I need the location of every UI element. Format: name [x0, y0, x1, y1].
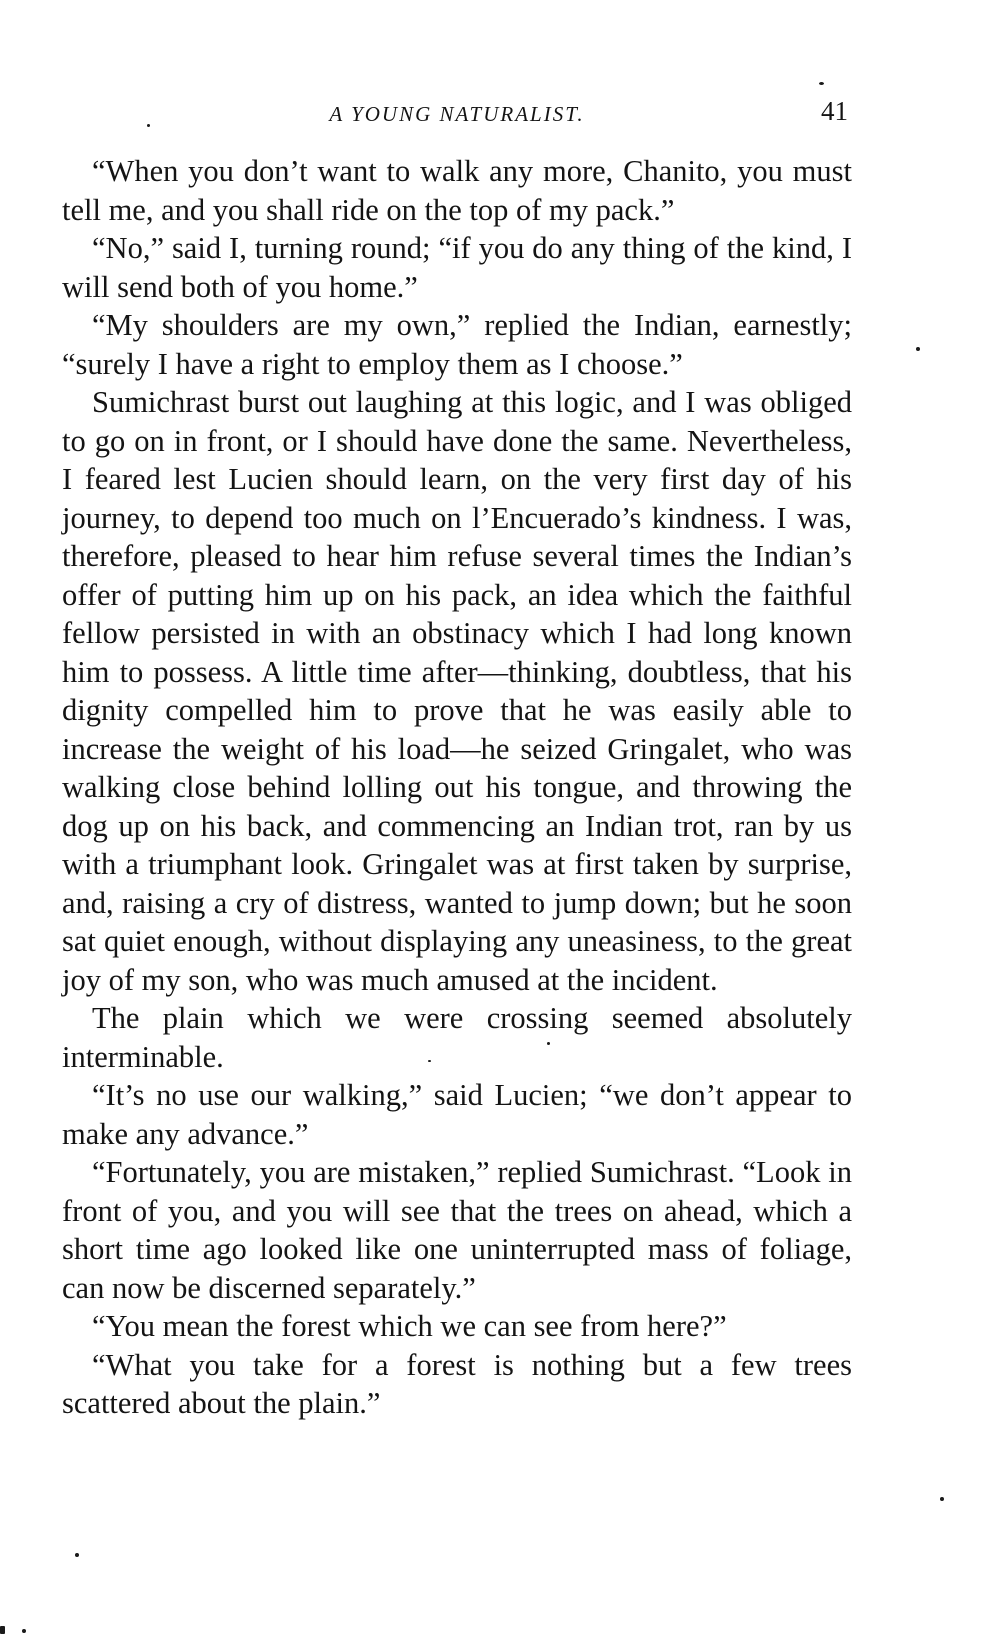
scan-speck [940, 1497, 944, 1501]
paragraph-3: “My shoulders are my own,” replied the Indian, earnestly; “surely I have a right to employ them as I choose.” [62, 308, 852, 381]
body-text [62, 152, 852, 1423]
paragraph-2: “No,” said I, turning round; “if you do any thing of the kind, I will send both of you home.” [62, 231, 852, 304]
page-header [62, 96, 852, 136]
paragraph-9: “What you take for a forest is nothing but a few trees scattered about the plain.” [62, 1347, 852, 1420]
paragraph-4: Sumichrast burst out laughing at this logic, and I was obliged to go on in front, or I should have done the same. Nevertheless, I feared lest Lucien should learn, on the very first day of his journey, to depend too much on l’Encuerado’s kindness. I was, therefore, pleased to hear him refuse several times the Indian’s offer of putting him up on his pack, an idea which the faithful fellow persisted in with an obstinacy which I had long known him to possess. A little time after—thinking, doubtless, that his dignity compelled him to prove that he was easily able to increase the weight of his load—he seized Gringalet, who was walking close behind lolling out his tongue, and throwing the dog up on his back, and commencing an Indian trot, ran by us with a triumphant look. Gringalet was at first taken by surprise, and, raising a cry of distress, wanted to jump down; but he soon sat quiet enough, without displaying any uneasiness, to the great joy of my son, who was much amused at the incident. [62, 385, 852, 997]
page-number: 41 [821, 96, 848, 126]
paragraph-8: “You mean the forest which we can see from here?” [92, 1309, 727, 1343]
scan-speck [819, 82, 824, 85]
scan-speck [916, 347, 920, 351]
scan-speck [0, 1626, 5, 1634]
paragraph-1: “When you don’t want to walk any more, Chanito, you must tell me, and you shall ride on the top of my pack.” [62, 154, 852, 227]
scan-speck [147, 124, 150, 127]
scan-speck [22, 1629, 26, 1633]
paragraph-6: “It’s no use our walking,” said Lucien; “we don’t appear to make any advance.” [62, 1078, 852, 1151]
running-head: A YOUNG NATURALIST. [329, 102, 585, 126]
scan-speck [428, 1060, 431, 1062]
scan-speck [547, 1042, 550, 1045]
scan-speck [75, 1553, 79, 1557]
paragraph-5: The plain which we were crossing seemed absolutely interminable. [62, 1001, 852, 1074]
paragraph-7: “Fortunately, you are mistaken,” replied Sumichrast. “Look in front of you, and you will see that the trees on ahead, which a short time ago looked like one uninterrupted mass of foliage, can now be discerned separately.” [62, 1155, 852, 1305]
